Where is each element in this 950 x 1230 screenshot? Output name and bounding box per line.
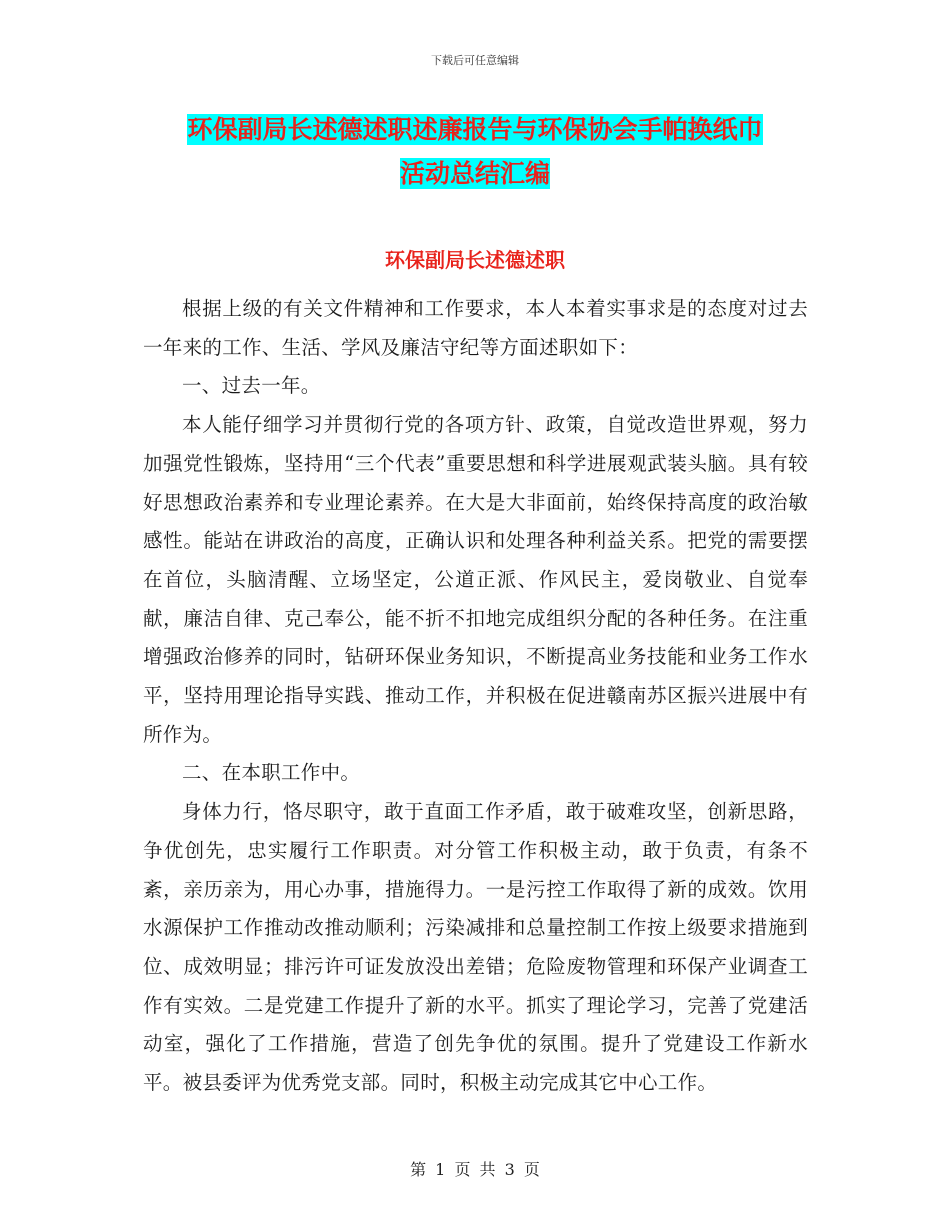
document-title [145, 108, 805, 196]
section-title: 环保副局长述德述职 [385, 248, 565, 272]
paragraph-intro: 根据上级的有关文件精神和工作要求，本人本着实事求是的态度对过去一年来的工作、生活、学风及廉洁守纪等方面述职如下： [143, 297, 808, 359]
page-number: 第 1 页 共 3 页 [410, 1160, 540, 1179]
paragraph-heading-1: 一、过去一年。 [182, 374, 321, 398]
paragraph-study: 本人能仔细学习并贯彻行党的各项方针、政策，自觉改造世界观，努力加强党性锻炼，坚持用“三个代表”重要思想和科学进展观武装头脑。具有较好思想政治素养和专业理论素养。在大是大非面前，始终保持高度的政治敏感性。能站在讲政治的高度，正确认识和处理各种利益关系。把党的需要摆在首位，头脑清醒、立场坚定，公道正派、作风民主，爱岗敬业、自觉奉献，廉洁自律、克己奉公，能不折不扣地完成组织分配的各种任务。在注重增强政治修养的同时，钻研环保业务知识，不断提高业务技能和业务工作水平，坚持用理论指导实践、推动工作，并积极在促进赣南苏区振兴进展中有所作为。 [143, 413, 808, 746]
document-title-line-1: 环保副局长述德述职述廉报告与环保协会手帕换纸巾 [187, 115, 763, 144]
paragraph-heading-2: 二、在本职工作中。 [182, 761, 361, 785]
document-title-line-2: 活动总结汇编 [399, 159, 550, 188]
page-header-note: 下载后可任意编辑 [431, 54, 519, 67]
document-body [143, 290, 808, 1103]
paragraph-duties: 身体力行，恪尽职守，敢于直面工作矛盾，敢于破难攻坚，创新思路，争优创先，忠实履行工作职责。对分管工作积极主动，敢于负责，有条不紊，亲历亲为，用心办事，措施得力。一是污控工作取得了新的成效。饮用水源保护工作推动改推动顺利；污染减排和总量控制工作按上级要求措施到位、成效明显；排污许可证发放没出差错；危险废物管理和环保产业调查工作有实效。二是党建工作提升了新的水平。抓实了理论学习，完善了党建活动室，强化了工作措施，营造了创先争优的氛围。提升了党建设工作新水平。被县委评为优秀党支部。同时，积极主动完成其它中心工作。 [143, 800, 808, 1095]
